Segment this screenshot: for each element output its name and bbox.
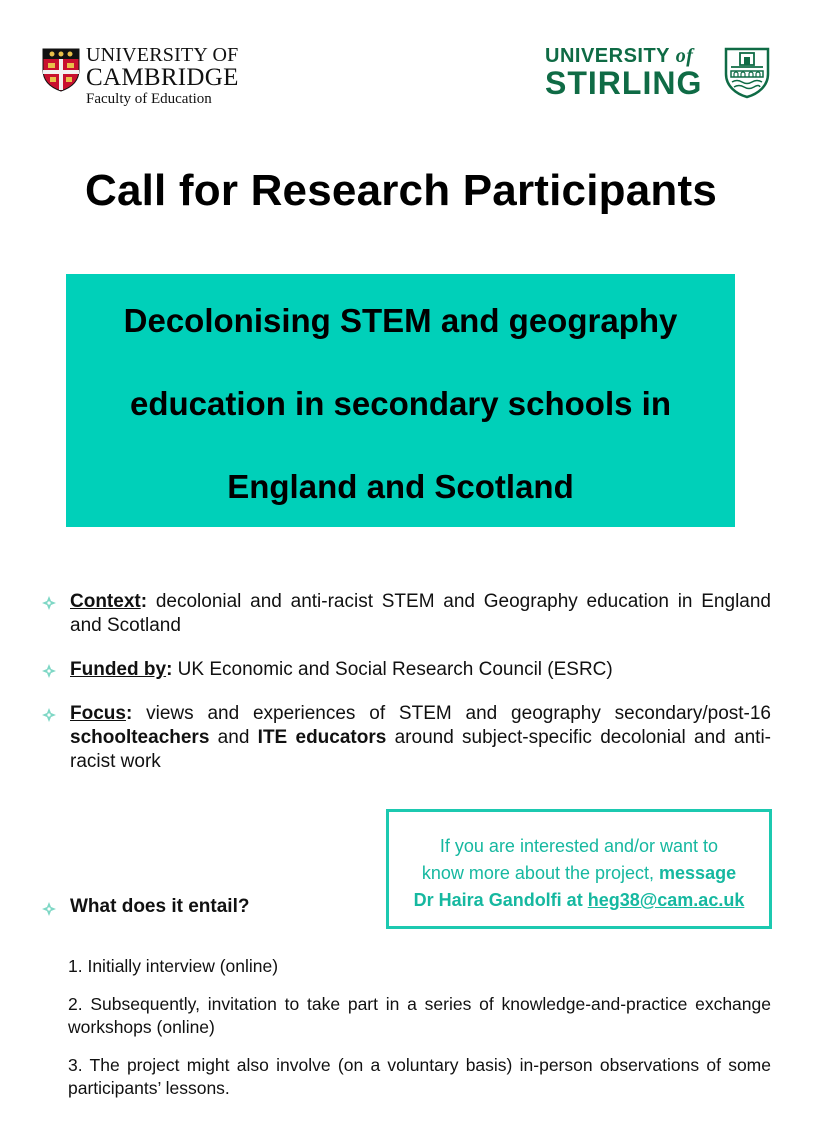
banner-line-1: Decolonising STEM and geography [123,302,678,339]
contact-email-link[interactable]: heg38@cam.ac.uk [587,890,745,910]
context-text: decolonial and anti-racist STEM and Geography education in England and Scotland [70,591,771,636]
contact-line-2-text: know more about the project, [421,863,660,883]
banner-line-2: education in secondary schools in [130,385,671,422]
entail-label: What does it entail? [70,896,250,917]
bullet-entail [40,896,249,918]
bullet-context [40,590,771,638]
stirling-logo-line1 [545,46,702,66]
focus-text-1: views and experiences of STEM and geography secondary/post-16 [132,703,771,724]
diamond-bullet-icon [42,596,56,610]
focus-schoolteachers: schoolteachers [70,727,210,748]
contact-line-2 [389,860,769,887]
steps-list [68,955,771,1115]
bullet-focus [40,702,771,774]
project-title-banner [66,274,735,527]
step-2: 2. Subsequently, invitation to take part in a series of knowledge-and-practice exchange workshops (online) [68,994,771,1037]
focus-text-3: around subject-specific decolonial and anti-racist work [70,727,771,772]
focus-ite-educators: ITE educators [257,727,387,748]
stirling-logo-of: of [675,45,694,67]
contact-name: Dr Haira Gandolfi at [413,890,588,910]
cambridge-shield-icon [42,48,80,92]
funded-text: UK Economic and Social Research Council (ESRC) [172,659,613,680]
contact-box [386,809,772,929]
info-bullets [40,590,771,794]
step-3: 3. The project might also involve (on a voluntary basis) in-person observations of some participants’ lessons. [68,1055,771,1098]
bullet-funded [40,658,771,682]
stirling-crest-icon [723,46,771,100]
diamond-bullet-icon [42,902,56,916]
stirling-logo-line2: STIRLING [545,65,703,101]
banner-line-3: England and Scotland [227,468,574,505]
page-title: Call for Research Participants [84,166,717,215]
stirling-logo [545,46,775,106]
stirling-logo-university: UNIVERSITY [545,45,670,67]
context-colon: : [140,591,148,612]
cambridge-logo-line1: UNIVERSITY OF [86,44,239,66]
contact-message: message [659,863,737,883]
funded-label: Funded by [70,659,167,680]
focus-text-2: and [209,727,258,748]
cambridge-logo-line2: CAMBRIDGE [86,64,239,91]
contact-line-1: If you are interested and/or want to [439,836,719,856]
focus-label: Focus [70,703,126,724]
diamond-bullet-icon [42,664,56,678]
context-label: Context [70,591,141,612]
funded-colon: : [166,659,173,680]
step-1: 1. Initially interview (online) [68,956,279,976]
cambridge-logo [42,44,262,110]
focus-colon: : [125,703,133,724]
contact-line-3 [389,887,769,914]
diamond-bullet-icon [42,708,56,722]
cambridge-logo-line3: Faculty of Education [86,91,212,107]
